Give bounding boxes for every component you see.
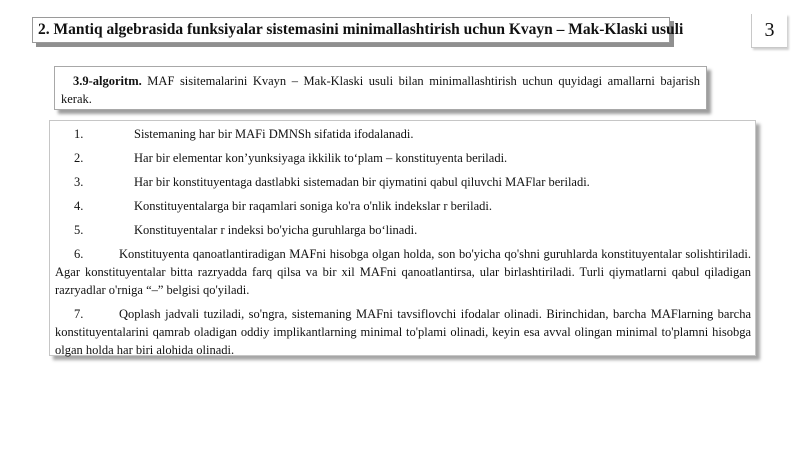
algorithm-box — [54, 66, 707, 110]
step-text: Konstituyentalarga bir raqamlari soniga ko'ra o'nlik indekslar r beriladi. — [134, 199, 492, 213]
algorithm-text: MAF sisitemalarini Kvayn – Mak-Klaski usuli bilan minimallashtirish uchun quyidagi amallarni bajarish kerak. — [61, 74, 700, 106]
step-number: 5. — [74, 223, 84, 237]
step-text: Konstituyentalar r indeksi bo'yicha guruhlarga bo‘linadi. — [134, 223, 418, 237]
section-title-box — [32, 17, 684, 43]
page-number: 3 — [764, 19, 775, 41]
step-number: 1. — [74, 127, 84, 141]
step-text: Konstituyenta qanoatlantiradigan MAFni hisobga olgan holda, son bo'yicha qo'shni guruhlarda konstituyentalar solishtiriladi. Agar konstituyentalar bitta razryadda farq qilsa va bir xil MAFni qanoatlantirsa, ular birlashtiriladi. Turli qiymatlarni qabul qiladigan razryadlar o'rniga “–” belgisi qo'yiladi. — [55, 247, 751, 297]
step-item — [55, 197, 751, 215]
steps-box — [49, 120, 756, 356]
step-number: 6. — [74, 247, 84, 261]
section-title: 2. Mantiq algebrasida funksiyalar sistemasini minimallashtirish uchun Kvayn – Mak-Klaski usuli — [38, 21, 684, 38]
step-text: Har bir konstituyentaga dastlabki sistemadan bir qiymatini qabul qiluvchi MAFlar beriladi. — [134, 175, 590, 189]
step-item — [55, 305, 751, 359]
step-number: 3. — [74, 175, 84, 189]
algorithm-label: 3.9-algoritm. — [73, 74, 142, 88]
step-number: 7. — [74, 307, 84, 321]
step-number: 4. — [74, 199, 84, 213]
step-item — [55, 173, 751, 191]
step-text: Har bir elementar kon’yunksiyaga ikkilik to‘plam – konstituyenta beriladi. — [134, 151, 508, 165]
step-item — [55, 245, 751, 299]
algorithm-paragraph — [61, 72, 700, 108]
step-item — [55, 125, 751, 143]
page-number-box — [751, 14, 787, 48]
step-text: Sistemaning har bir MAFi DMNSh sifatida ifodalanadi. — [134, 127, 414, 141]
step-item — [55, 221, 751, 239]
step-number: 2. — [74, 151, 84, 165]
step-text: Qoplash jadvali tuziladi, so'ngra, sistemaning MAFni tavsiflovchi ifodalar olinadi. Birinchidan, barcha MAFlarning barcha konstituyentalarini qamrab oladigan oddiy implikantlarning minimal to'plami olinadi, keyin esa avval olingan minimal to'plamni hisobga olgan holda har biri alohida olinadi. — [55, 307, 751, 357]
step-item — [55, 149, 751, 167]
